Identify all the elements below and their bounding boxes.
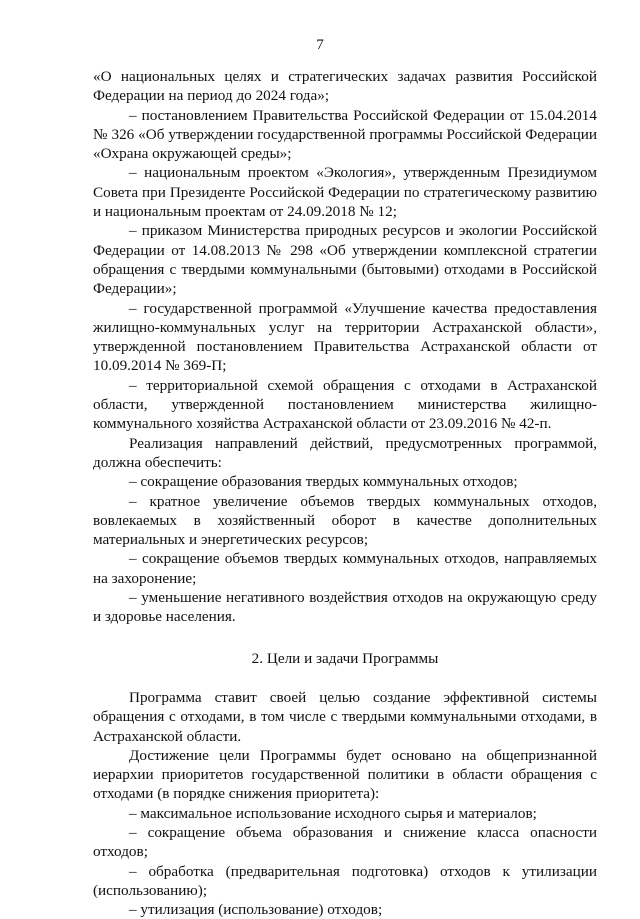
list-item: – обработка (предварительная подготовка) отходов к утилизации (использованию); [93,862,597,899]
list-item: – кратное увеличение объемов твердых коммунальных отходов, вовлекаемых в хозяйственный оборот в качестве дополнительных материальных и энергетических ресурсов; [93,492,597,549]
document-body [93,67,597,919]
list-item: – территориальной схемой обращения с отходами в Астраханской области, утвержденной постановлением министерства жилищно-коммунального хозяйства Астраханской области от 23.09.2016 № 42-п. [93,376,597,433]
list-item: – сокращение объемов твердых коммунальных отходов, направляемых на захоронение; [93,550,597,587]
section-heading: 2. Цели и задачи Программы [251,649,439,667]
list-item: – утилизация (использование) отходов; [129,901,383,919]
paragraph: Реализация направлений действий, предусмотренных программой, должна обеспечить: [93,434,597,471]
list-item: – национальным проектом «Экология», утвержденным Президиумом Совета при Президенте Российской Федерации по стратегическому развитию и национальным проектам от 24.09.2018 № 12; [93,164,597,221]
list-item: – уменьшение негативного воздействия отходов на окружающую среду и здоровье населения. [93,589,597,626]
paragraph: Программа ставит своей целью создание эффективной системы обращения с отходами, в том числе с твердыми коммунальными отходами, в Астраханской области. [93,688,597,745]
paragraph: Достижение цели Программы будет основано на общепризнанной иерархии приоритетов государственной политики в области обращения с отходами (в порядке снижения приоритета): [93,746,597,803]
list-item: – сокращение образования твердых коммунальных отходов; [129,473,518,491]
list-item: – максимальное использование исходного сырья и материалов; [129,804,537,822]
list-item: – приказом Министерства природных ресурсов и экологии Российской Федерации от 14.08.2013 № 298 «Об утверждении комплексной стратегии обращения с твердыми коммунальными (бытовыми) отходами в Российской Федерации»; [93,222,597,298]
list-item: – постановлением Правительства Российской Федерации от 15.04.2014 № 326 «Об утверждении государственной программы Российской Федерации «Охрана окружающей среды»; [93,106,597,163]
page-number: 7 [316,37,324,53]
list-item: – государственной программой «Улучшение качества предоставления жилищно-коммунальных услуг на территории Астраханской области», утвержденной постановлением Правительства Астраханской области от 10.09.2014 № 369-П; [93,299,597,375]
list-item: – сокращение объема образования и снижение класса опасности отходов; [93,823,597,861]
paragraph: «О национальных целях и стратегических задачах развития Российской Федерации на период до 2024 года»; [93,68,597,105]
